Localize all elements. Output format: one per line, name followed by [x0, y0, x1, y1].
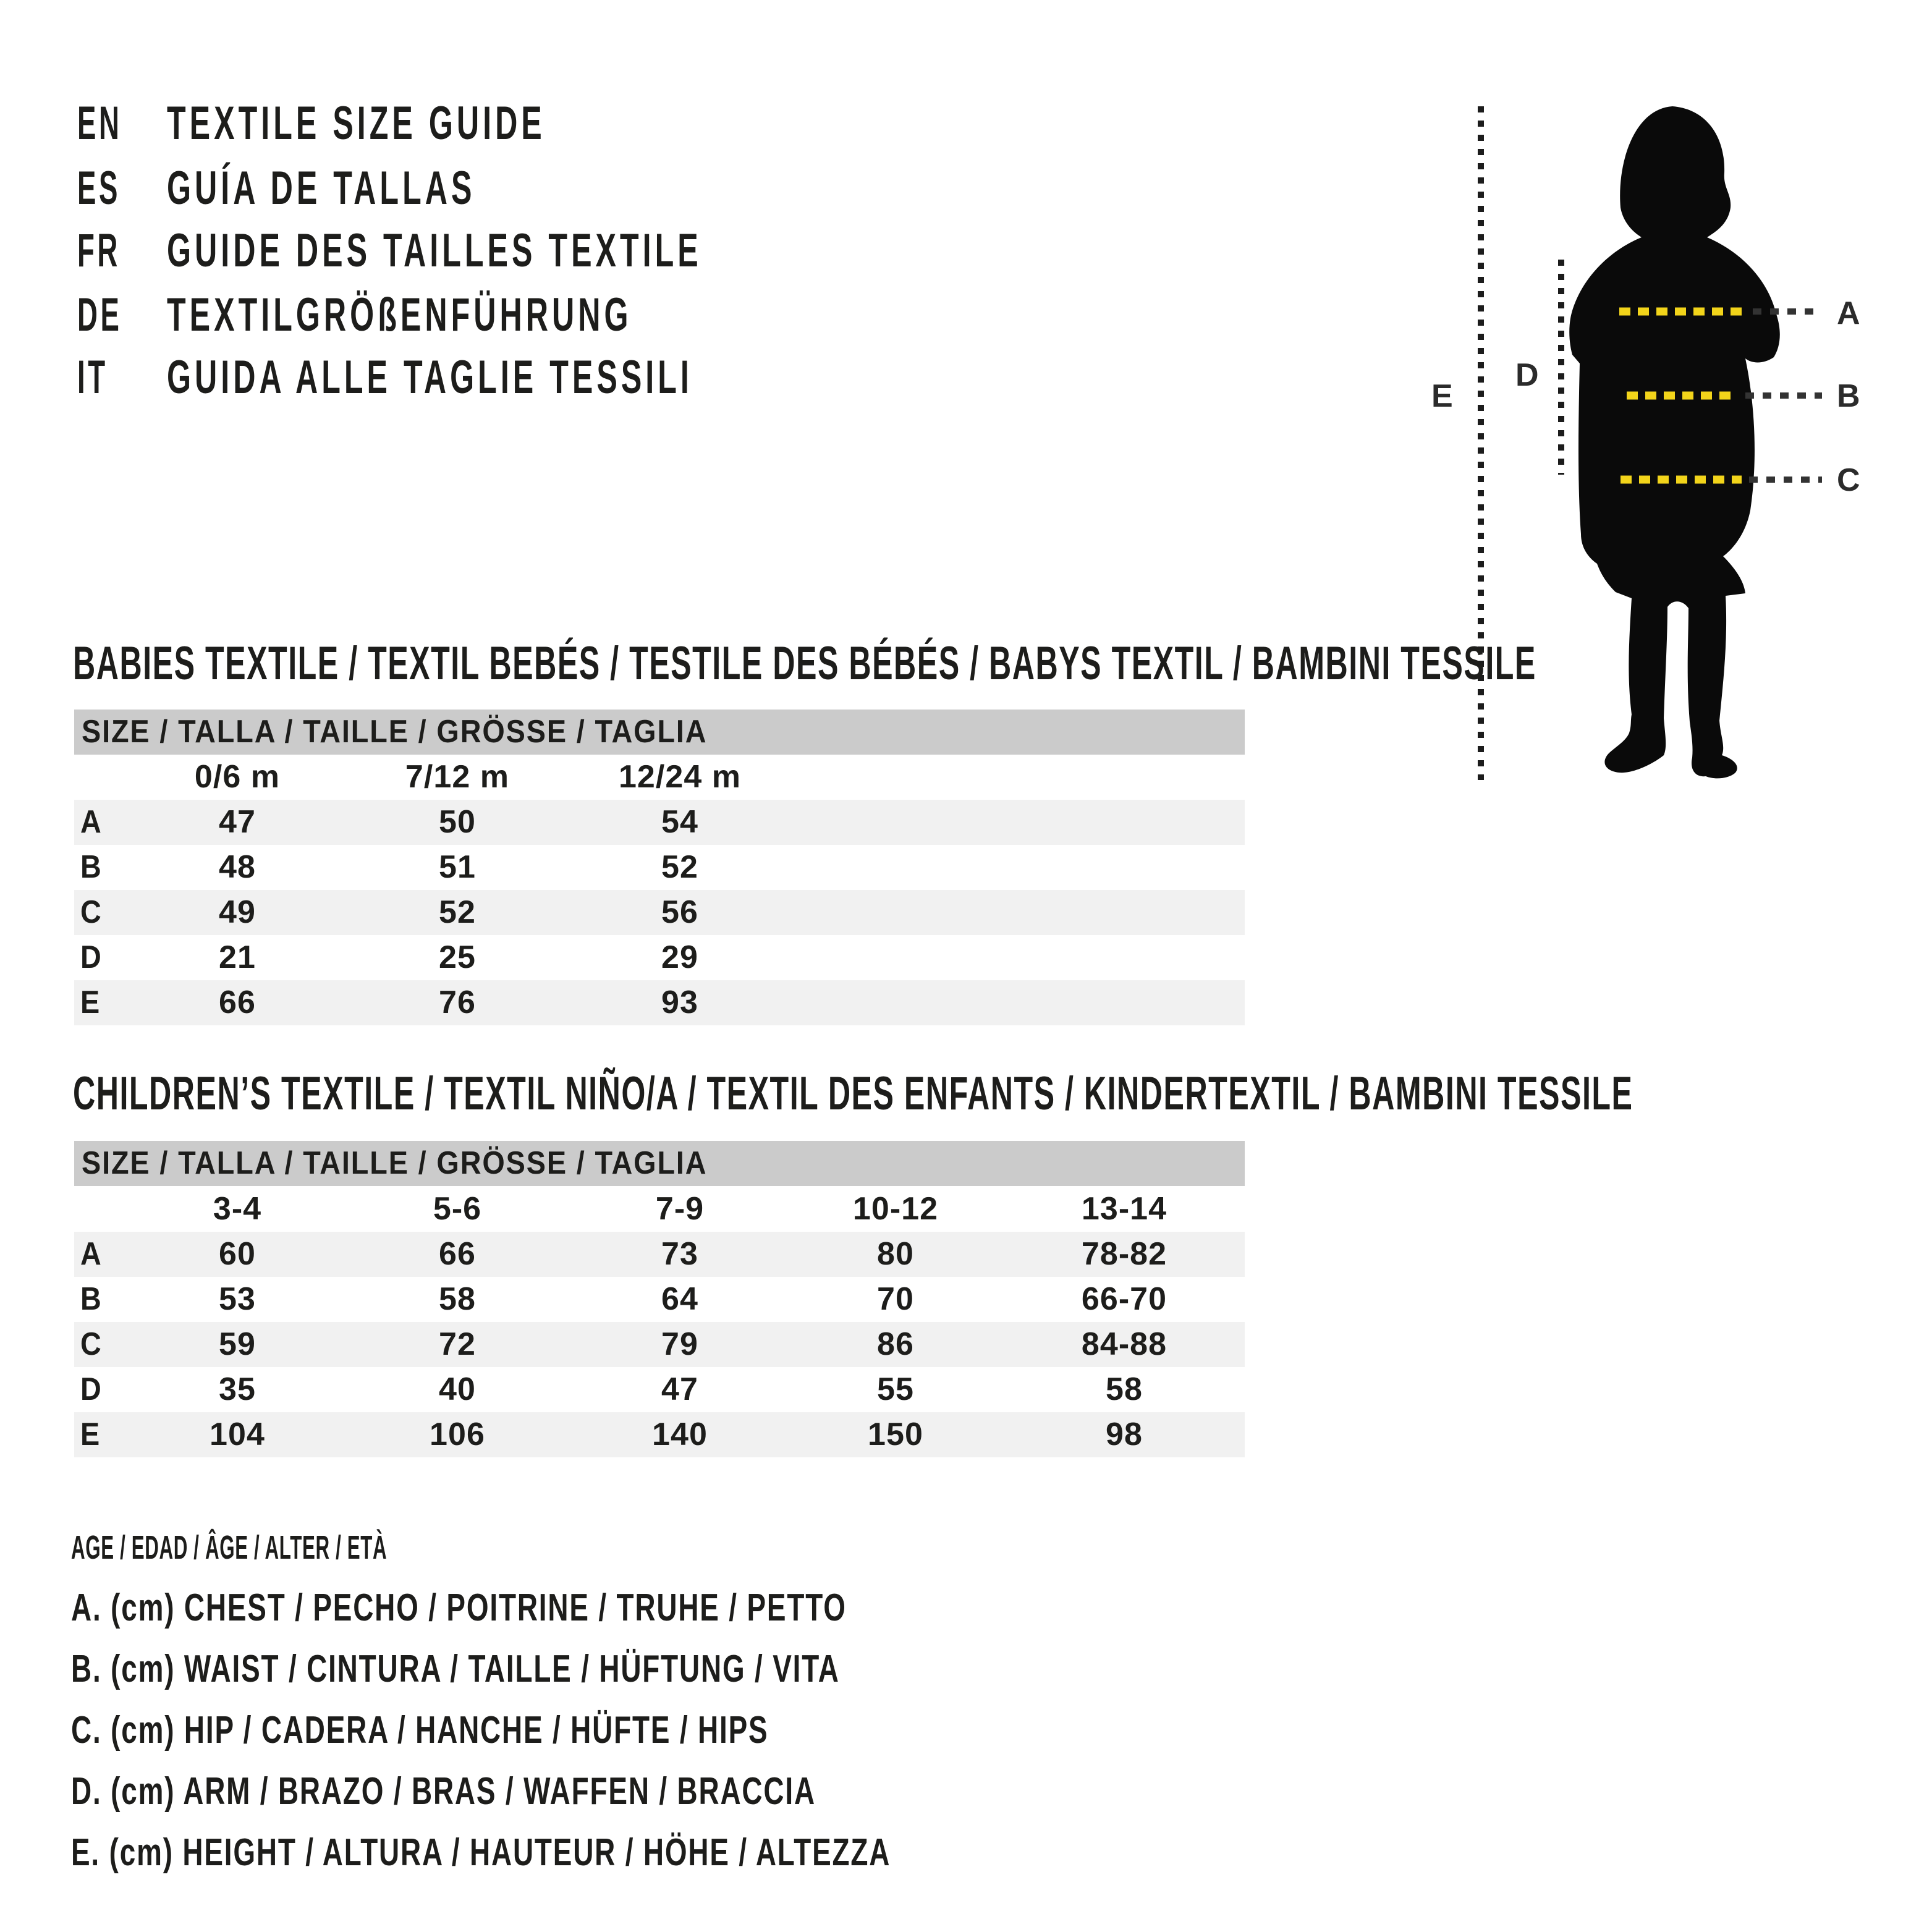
column-header: 5-6: [433, 1191, 482, 1227]
lang-code: ES: [77, 162, 121, 214]
label-chest-a: A: [1837, 295, 1860, 331]
cell-value: 47: [661, 1371, 698, 1407]
label-height-e: E: [1431, 378, 1453, 414]
column-header: 10-12: [852, 1191, 939, 1227]
cell-value: 29: [661, 939, 698, 975]
row-label: C: [80, 1326, 101, 1362]
column-header: 3-4: [213, 1191, 262, 1227]
table-row-e: [74, 980, 1245, 1025]
table-row-c: [74, 890, 1245, 935]
lang-code: FR: [77, 224, 121, 277]
cell-value: 59: [219, 1326, 256, 1362]
lang-title: GUIDA ALLE TAGLIE TESSILI: [167, 351, 693, 404]
babies-size-header-bar: [74, 710, 1245, 755]
column-header-row: [74, 755, 1245, 800]
lang-title: GUIDE DES TAILLES TEXTILE: [167, 224, 702, 277]
row-label: A: [80, 804, 101, 840]
children-title-text: CHILDREN’S TEXTILE / TEXTIL NIÑO/A / TEXTIL DES ENFANTS / KINDERTEXTIL / BAMBINI TESSILE: [73, 1067, 1633, 1120]
babies-section-title: [73, 637, 1932, 690]
legend-text: C. (cm) HIP / CADERA / HANCHE / HÜFTE / HIPS: [71, 1709, 769, 1752]
lang-code: IT: [77, 351, 108, 404]
row-label: C: [80, 894, 101, 930]
cell-value: 73: [661, 1236, 698, 1272]
row-label: D: [80, 939, 101, 975]
cell-value: 140: [652, 1417, 708, 1452]
cell-value: 56: [661, 894, 698, 930]
row-label: D: [80, 1371, 101, 1407]
cell-value: 54: [661, 804, 698, 840]
table-row-b: [74, 1277, 1245, 1322]
table-row-a: [74, 1232, 1245, 1277]
legend-text: D. (cm) ARM / BRAZO / BRAS / WAFFEN / BRACCIA: [71, 1770, 816, 1813]
table-row-b: [74, 845, 1245, 890]
row-label: E: [80, 1417, 100, 1452]
cell-value: 60: [219, 1236, 256, 1272]
cell-value: 79: [661, 1326, 698, 1362]
legend-waist-line: [71, 1645, 1110, 1694]
cell-value: 66-70: [1081, 1281, 1167, 1317]
cell-value: 48: [219, 849, 256, 885]
cell-value: 70: [877, 1281, 914, 1317]
cell-value: 66: [439, 1236, 476, 1272]
row-label: A: [80, 1236, 101, 1272]
children-size-header-bar: [74, 1141, 1245, 1186]
cell-value: 58: [439, 1281, 476, 1317]
cell-value: 98: [1106, 1417, 1143, 1452]
lang-title: TEXTILE SIZE GUIDE: [167, 97, 546, 150]
lang-code: DE: [77, 289, 122, 341]
lang-code: EN: [77, 97, 122, 150]
cell-value: 72: [439, 1326, 476, 1362]
cell-value: 50: [439, 804, 476, 840]
cell-value: 52: [439, 894, 476, 930]
cell-value: 106: [430, 1417, 485, 1452]
column-header: 0/6 m: [194, 759, 281, 795]
cell-value: 84-88: [1081, 1326, 1167, 1362]
cell-value: 76: [439, 985, 476, 1020]
cell-value: 35: [219, 1371, 256, 1407]
legend-arm-line: [71, 1767, 1077, 1816]
cell-value: 78-82: [1081, 1236, 1167, 1272]
legend-height-line: [71, 1828, 1179, 1878]
label-hip-c: C: [1837, 462, 1860, 498]
cell-value: 47: [219, 804, 256, 840]
cell-value: 53: [219, 1281, 256, 1317]
legend-chest-line: [71, 1583, 1119, 1633]
legend-text: A. (cm) CHEST / PECHO / POITRINE / TRUHE / PETTO: [71, 1587, 847, 1629]
legend-text: E. (cm) HEIGHT / ALTURA / HAUTEUR / HÖHE / ALTEZZA: [71, 1831, 891, 1874]
column-header: 13-14: [1081, 1191, 1167, 1227]
cell-value: 150: [868, 1417, 923, 1452]
table-row-a: [74, 800, 1245, 845]
cell-value: 104: [210, 1417, 265, 1452]
row-label: B: [80, 849, 101, 885]
table-row-d: [74, 1367, 1245, 1412]
cell-value: 51: [439, 849, 476, 885]
lang-title: TEXTILGRÖßENFÜHRUNG: [167, 289, 632, 341]
column-header: 7/12 m: [405, 759, 510, 795]
children-size-header-text: SIZE / TALLA / TAILLE / GRÖSSE / TAGLIA: [82, 1145, 708, 1181]
cell-value: 66: [219, 985, 256, 1020]
cell-value: 93: [661, 985, 698, 1020]
cell-value: 58: [1106, 1371, 1143, 1407]
lang-title: GUÍA DE TALLAS: [167, 162, 476, 214]
row-label: B: [80, 1281, 101, 1317]
column-header: 7-9: [655, 1191, 705, 1227]
legend-text: B. (cm) WAIST / CINTURA / TAILLE / HÜFTUNG / VITA: [71, 1648, 840, 1690]
label-waist-b: B: [1837, 378, 1860, 414]
cell-value: 40: [439, 1371, 476, 1407]
row-label: E: [80, 985, 100, 1020]
cell-value: 80: [877, 1236, 914, 1272]
babies-size-header-text: SIZE / TALLA / TAILLE / GRÖSSE / TAGLIA: [82, 714, 708, 750]
cell-value: 52: [661, 849, 698, 885]
column-header: 12/24 m: [618, 759, 742, 795]
cell-value: 64: [661, 1281, 698, 1317]
children-section-title: [73, 1067, 1932, 1120]
column-header-row: [74, 1187, 1245, 1232]
legend-hip-line: [71, 1706, 1014, 1755]
cell-value: 49: [219, 894, 256, 930]
babies-title-text: BABIES TEXTILE / TEXTIL BEBÉS / TESTILE DES BÉBÉS / BABYS TEXTIL / BAMBINI TESSILE: [73, 637, 1536, 690]
cell-value: 55: [877, 1371, 914, 1407]
table-row-c: [74, 1322, 1245, 1367]
legend-age-line: [71, 1523, 616, 1572]
cell-value: 25: [439, 939, 476, 975]
legend-text: AGE / EDAD / ÂGE / ALTER / ETÀ: [71, 1529, 388, 1566]
label-arm-d: D: [1515, 357, 1539, 393]
table-row-e: [74, 1412, 1245, 1457]
table-row-d: [74, 935, 1245, 980]
cell-value: 21: [219, 939, 256, 975]
cell-value: 86: [877, 1326, 914, 1362]
